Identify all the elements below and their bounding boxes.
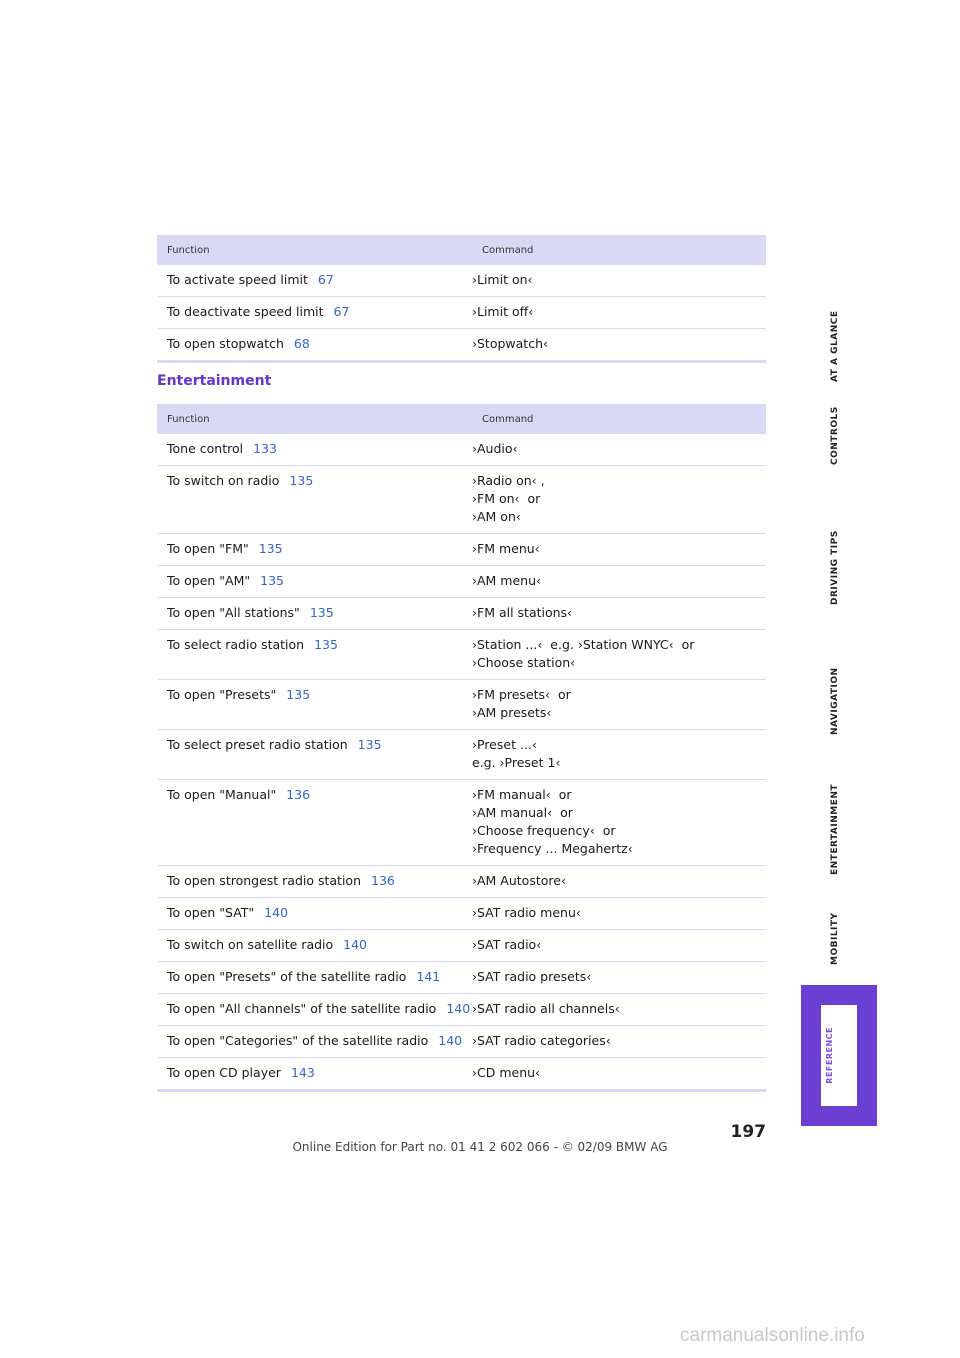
reference-tab-label: REFERENCE <box>824 1027 834 1084</box>
table-row <box>157 466 766 534</box>
command-cell <box>472 1032 766 1050</box>
function-text: To open "Manual" <box>167 787 277 802</box>
function-cell <box>157 904 472 922</box>
function-cell <box>157 636 472 672</box>
function-cell <box>157 303 472 321</box>
command-cell <box>472 968 766 986</box>
table-row <box>157 566 766 598</box>
command-cell <box>472 1000 766 1018</box>
page-reference-link[interactable]: 135 <box>289 473 314 488</box>
table-row <box>157 434 766 466</box>
command-line: ›FM all stations‹ <box>472 605 573 620</box>
chapter-tab-entertainment[interactable] <box>820 755 850 875</box>
command-line: ›Preset ...‹ <box>472 737 537 752</box>
function-cell <box>157 440 472 458</box>
function-text: To open "FM" <box>167 541 249 556</box>
function-text: To open "Presets" of the satellite radio <box>167 969 407 984</box>
page-reference-link[interactable]: 143 <box>290 1065 315 1080</box>
table-row <box>157 780 766 866</box>
table-row <box>157 630 766 680</box>
page-reference-link[interactable]: 135 <box>260 573 284 588</box>
function-table-entertainment <box>157 404 766 1092</box>
command-line: ›SAT radio categories‹ <box>472 1033 611 1048</box>
command-cell <box>472 472 766 526</box>
chapter-tab-mobility[interactable] <box>820 895 850 965</box>
chapter-tab-navigation[interactable] <box>820 640 850 735</box>
function-cell <box>157 736 472 772</box>
function-cell <box>157 335 472 353</box>
chapter-tab-label: DRIVING TIPS <box>830 530 840 605</box>
header-function: Function <box>167 413 210 425</box>
chapter-tab-label: AT A GLANCE <box>830 310 840 382</box>
function-text: To open "AM" <box>167 573 251 588</box>
table-row <box>157 930 766 962</box>
function-text: Tone control <box>167 441 244 456</box>
section-title-entertainment: Entertainment <box>157 373 272 389</box>
command-cell <box>472 540 766 558</box>
function-cell <box>157 786 472 858</box>
function-cell <box>157 1032 472 1050</box>
command-line: e.g. ›Preset 1‹ <box>472 755 561 770</box>
chapter-tab-label: ENTERTAINMENT <box>830 783 840 875</box>
table-row <box>157 730 766 780</box>
page-reference-link[interactable]: 140 <box>438 1033 463 1048</box>
watermark: carmanualsonline.info <box>680 1325 865 1346</box>
command-cell <box>472 786 766 858</box>
command-cell <box>472 572 766 590</box>
function-text: To deactivate speed limit <box>167 304 324 319</box>
table-header <box>157 235 766 265</box>
page-reference-link[interactable]: 133 <box>253 441 277 456</box>
function-cell <box>157 936 472 954</box>
table-header <box>157 404 766 434</box>
function-cell <box>157 472 472 526</box>
table-row <box>157 1026 766 1058</box>
command-cell <box>472 636 766 672</box>
page-number: 197 <box>730 1122 766 1142</box>
table-rows <box>157 434 766 1092</box>
command-cell <box>472 303 766 321</box>
command-cell <box>472 686 766 722</box>
chapter-tab-label: NAVIGATION <box>830 667 840 735</box>
function-cell <box>157 686 472 722</box>
command-line: ›SAT radio menu‹ <box>472 905 581 920</box>
command-line: ›Audio‹ <box>472 441 518 456</box>
command-line: ›SAT radio all channels‹ <box>472 1001 620 1016</box>
page-reference-link[interactable]: 140 <box>343 937 368 952</box>
function-cell <box>157 604 472 622</box>
command-line: ›FM menu‹ <box>472 541 540 556</box>
function-cell <box>157 572 472 590</box>
table-rows <box>157 265 766 363</box>
table-row <box>157 598 766 630</box>
command-cell <box>472 736 766 772</box>
command-line: ›SAT radio presets‹ <box>472 969 592 984</box>
chapter-tab-label: CONTROLS <box>830 406 840 465</box>
command-cell <box>472 1064 766 1082</box>
command-line: ›AM presets‹ <box>472 705 552 720</box>
function-text: To open "SAT" <box>167 905 255 920</box>
table-row <box>157 265 766 297</box>
command-line: ›Choose frequency‹ or <box>472 823 616 838</box>
function-cell <box>157 271 472 289</box>
command-line: ›Frequency ... Megahertz‹ <box>472 841 633 856</box>
command-cell <box>472 440 766 458</box>
function-cell <box>157 968 472 986</box>
command-cell <box>472 604 766 622</box>
table-row <box>157 329 766 363</box>
command-line: ›Stopwatch‹ <box>472 336 548 351</box>
command-cell <box>472 904 766 922</box>
command-cell <box>472 335 766 353</box>
function-text: To switch on satellite radio <box>167 937 334 952</box>
command-line: ›AM menu‹ <box>472 573 542 588</box>
table-row <box>157 994 766 1026</box>
chapter-tab-driving-tips[interactable] <box>820 510 850 605</box>
page-reference-link[interactable]: 135 <box>357 737 382 752</box>
function-text: To open "All stations" <box>167 605 300 620</box>
command-line: ›Limit off‹ <box>472 304 534 319</box>
header-command: Command <box>482 244 534 256</box>
page-reference-link[interactable]: 141 <box>416 969 441 984</box>
command-line: ›CD menu‹ <box>472 1065 541 1080</box>
command-line: ›Radio on‹ , <box>472 473 545 488</box>
command-cell <box>472 872 766 890</box>
command-line: ›FM on‹ or <box>472 491 541 506</box>
function-cell <box>157 1000 472 1018</box>
page-reference-link[interactable]: 135 <box>286 687 311 702</box>
table-row <box>157 866 766 898</box>
function-text: To select radio station <box>167 637 305 652</box>
header-command: Command <box>482 413 534 425</box>
function-text: To activate speed limit <box>167 272 308 287</box>
command-line: ›Limit on‹ <box>472 272 533 287</box>
function-text: To open stopwatch <box>167 336 284 351</box>
page-reference-link[interactable]: 136 <box>286 787 311 802</box>
function-text: To select preset radio station <box>167 737 348 752</box>
table-row <box>157 1058 766 1092</box>
command-line: ›FM presets‹ or <box>472 687 571 702</box>
table-row <box>157 898 766 930</box>
chapter-tab-at-a-glance[interactable] <box>820 262 850 382</box>
command-line: ›Choose station‹ <box>472 655 576 670</box>
function-cell <box>157 540 472 558</box>
function-cell <box>157 1064 472 1082</box>
page-reference-link[interactable]: 68 <box>293 336 310 351</box>
footer-edition-note: Online Edition for Part no. 01 41 2 602 066 - © 02/09 BMW AG <box>292 1140 668 1154</box>
command-cell <box>472 936 766 954</box>
command-line: ›AM on‹ <box>472 509 521 524</box>
function-text: To open "All channels" of the satellite radio <box>167 1001 437 1016</box>
page-reference-link[interactable]: 67 <box>317 272 334 287</box>
command-line: ›SAT radio‹ <box>472 937 542 952</box>
command-line: ›FM manual‹ or <box>472 787 572 802</box>
command-cell <box>472 271 766 289</box>
page-reference-link[interactable]: 136 <box>371 873 395 888</box>
page-reference-link[interactable]: 140 <box>446 1001 471 1016</box>
page-reference-link[interactable]: 140 <box>264 905 289 920</box>
page-reference-link[interactable]: 135 <box>314 637 338 652</box>
command-line: ›Station ...‹ e.g. ›Station WNYC‹ or <box>472 637 695 652</box>
table-row <box>157 680 766 730</box>
reference-tab-label-box <box>821 1005 837 1106</box>
header-function: Function <box>167 244 210 256</box>
function-cell <box>157 872 472 890</box>
chapter-tab-label: MOBILITY <box>830 912 840 965</box>
function-text: To switch on radio <box>167 473 280 488</box>
page-reference-link[interactable]: 67 <box>333 304 350 319</box>
function-text: To open "Presets" <box>167 687 277 702</box>
function-table-vehicle <box>157 235 766 363</box>
command-line: ›AM manual‹ or <box>472 805 573 820</box>
function-text: To open "Categories" of the satellite radio <box>167 1033 429 1048</box>
function-text: To open strongest radio station <box>167 873 362 888</box>
table-row <box>157 962 766 994</box>
page-reference-link[interactable]: 135 <box>309 605 334 620</box>
table-row <box>157 297 766 329</box>
page-reference-link[interactable]: 135 <box>258 541 283 556</box>
function-text: To open CD player <box>167 1065 281 1080</box>
command-line: ›AM Autostore‹ <box>472 873 566 888</box>
chapter-tab-controls[interactable] <box>820 390 850 465</box>
table-row <box>157 534 766 566</box>
